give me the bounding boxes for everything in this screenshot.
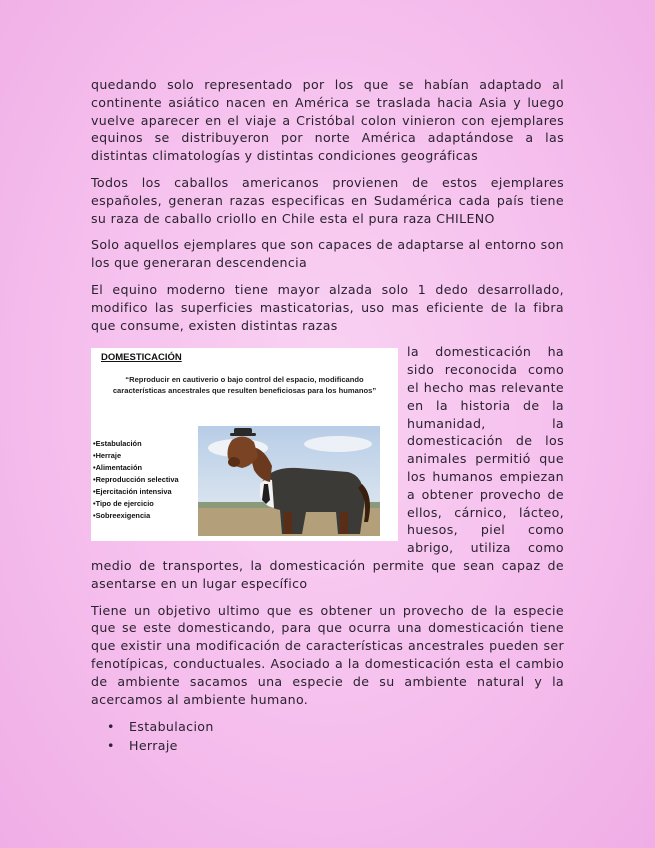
figure-list bbox=[93, 438, 179, 522]
figure-list-item: •Estabulación bbox=[93, 439, 142, 449]
paragraph-origin: quedando solo representado por los que se habían adaptado al continente asiático nacen en América se traslada hacia Asia y luego vuelve aparecer en el viaje a Cristóbal colon vinieron con ejemplares equinos se distribuyeron por norte América adaptándose a las distintas climatologías y distintas condiciones geográficas bbox=[91, 77, 564, 164]
figure-list-item: •Herraje bbox=[93, 451, 122, 461]
paragraph-domestication: la domesticación ha sido reconocida como el hecho mas relevante en la historia de la humanidad, la domesticación de los animales permitió que los humanos empiezan a obtener provecho de ellos, cárnico, lácteo, huesos, piel como abrigo, utiliza como medio de transportes, la domesticación permite que sean capaz de asentarse en un lugar específico bbox=[91, 344, 564, 591]
bullet-item: • Estabulacion bbox=[91, 717, 564, 736]
figure-title: DOMESTICACIÓN bbox=[101, 352, 182, 364]
horse-in-suit-photo bbox=[198, 426, 380, 536]
figure-list-item: •Alimentación bbox=[93, 463, 142, 473]
paragraph-modern-equine: El equino moderno tiene mayor alzada solo 1 dedo desarrollado, modifico las superficies masticatorias, uso mas eficiente de la fibra que consume, existen distintas razas bbox=[91, 281, 564, 333]
figure-list-item: •Reproducción selectiva bbox=[93, 475, 179, 485]
figure-list-item: •Ejercitación intensiva bbox=[93, 487, 172, 497]
bullet-item: • Herraje bbox=[91, 736, 564, 755]
paragraph-adaptation: Solo aquellos ejemplares que son capaces de adaptarse al entorno son los que generaran descendencia bbox=[91, 237, 564, 271]
bullet-list bbox=[91, 717, 564, 755]
figure-quote: “Reproducir en cautiverio o bajo control del espacio, modificando características ancestrales que resulten beneficiosas para los humanos” bbox=[112, 375, 377, 396]
domestication-figure bbox=[91, 348, 398, 541]
figure-list-item: •Tipo de ejercicio bbox=[93, 499, 154, 509]
paragraph-objective: Tiene un objetivo ultimo que es obtener un provecho de la especie que se este domesticando, para que ocurra una domesticación tiene que existir una modificación de características ancestrales pueden ser fenotípicas, conductuales. Asociado a la domesticación esta el cambio de ambiente sacamos una especie de su ambiente natural y la acercamos al ambiente humano. bbox=[91, 602, 564, 707]
figure-list-item: •Sobreexigencia bbox=[93, 511, 151, 521]
document-body bbox=[91, 76, 564, 755]
paragraph-american-horses: Todos los caballos americanos provienen de estos ejemplares españoles, generan razas especificas en Sudamérica cada país tiene su raza de caballo criollo en Chile esta el pura raza CHILENO bbox=[91, 174, 564, 226]
